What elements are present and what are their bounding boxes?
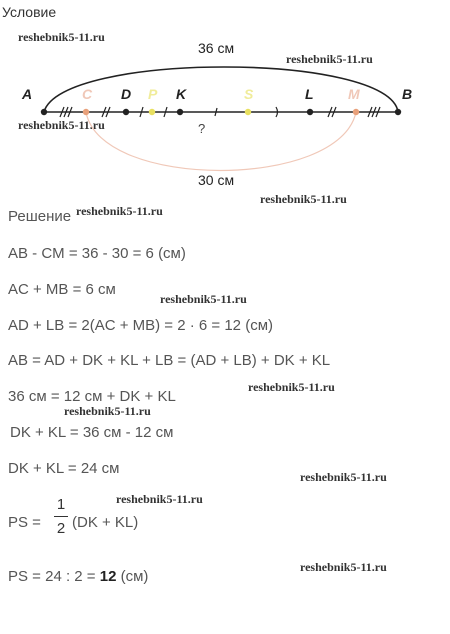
fraction-numerator: 1 [56,496,66,513]
final-answer: 12 [99,568,117,585]
point-a [41,109,47,115]
step-line: AC + MB = 6 см [8,281,116,298]
watermark: reshebnik5-11.ru [260,192,347,206]
final-step [8,568,148,585]
label-d: D [121,86,132,102]
segment-diagram [0,0,450,200]
point-p [149,109,155,115]
watermark: reshebnik5-11.ru [248,380,335,394]
final-step-prefix: PS = 24 : 2 = [8,568,100,585]
point-s [245,109,251,115]
watermark: reshebnik5-11.ru [300,470,387,484]
label-k: K [176,86,187,102]
label-a: A [22,86,33,102]
watermark: reshebnik5-11.ru [160,292,247,306]
label-m: M [348,86,360,102]
label-b: B [402,86,413,102]
fraction [54,496,68,537]
point-d [123,109,129,115]
point-b [395,109,401,115]
step-line: DK + KL = 24 см [8,460,120,477]
bottom-length-label: 30 см [198,172,235,188]
point-m [353,109,359,115]
step-line: PS = [8,514,41,531]
point-l [307,109,313,115]
final-step-unit: (см) [116,568,149,585]
step-line: (DK + KL) [72,514,139,531]
label-c: C [82,86,93,102]
solution-heading: Решение [8,208,72,225]
watermark: reshebnik5-11.ru [64,404,151,418]
step-line: AB = AD + DK + KL + LB = (AD + LB) + DK + KL [8,352,331,369]
step-line: DK + KL = 36 см - 12 см [10,424,174,441]
step-line: AB - CM = 36 - 30 = 6 (см) [8,245,186,262]
condition-heading: Условие [2,4,57,20]
watermark: reshebnik5-11.ru [76,204,163,218]
watermark: reshebnik5-11.ru [286,52,373,66]
question-mark: ? [198,121,206,136]
fraction-denominator: 2 [56,520,66,537]
lower-arc [86,112,356,171]
watermark: reshebnik5-11.ru [18,30,105,44]
label-s: S [244,86,254,102]
step-line: AD + LB = 2(AC + MB) = 2 · 6 = 12 (см) [8,317,273,334]
label-p: P [148,86,158,102]
point-k [177,109,183,115]
step-line: 36 см = 12 см + DK + KL [8,388,176,405]
watermark: reshebnik5-11.ru [18,118,105,132]
upper-arc [44,67,398,112]
watermark: reshebnik5-11.ru [116,492,203,506]
top-length-label: 36 см [198,40,235,56]
watermark: reshebnik5-11.ru [300,560,387,574]
point-c [83,109,89,115]
label-l: L [305,86,314,102]
fraction-bar [54,516,68,517]
